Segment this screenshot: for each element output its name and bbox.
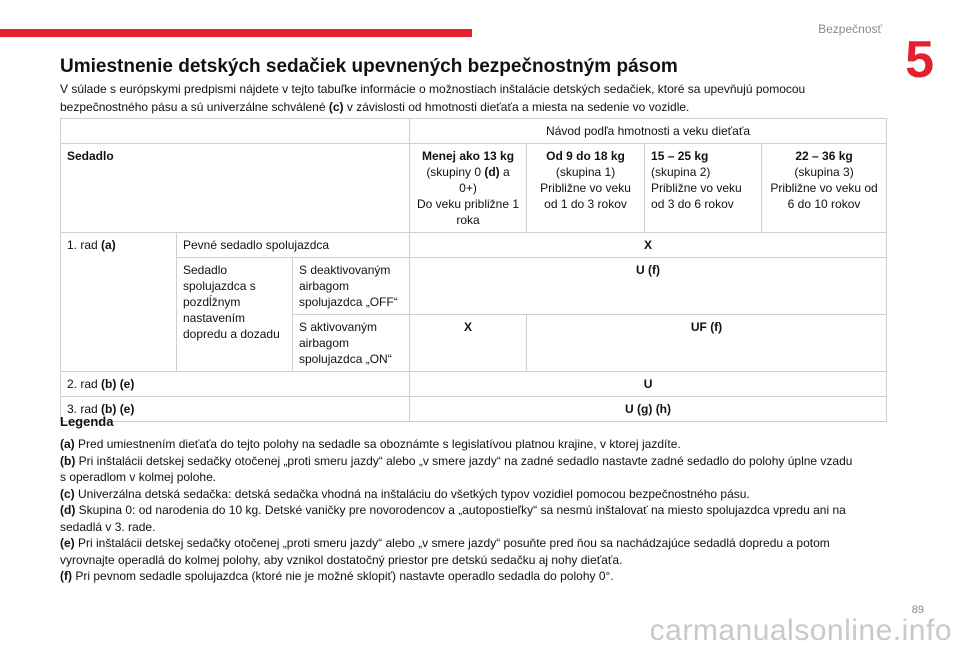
table-cell-empty <box>61 119 410 144</box>
legend-key: (f) <box>60 569 72 583</box>
group-1-cell <box>527 144 645 233</box>
group-1-line: (skupina 1) <box>555 165 616 179</box>
legend-text: Pri inštalácii detskej sedačky otočenej „proti smeru jazdy“ alebo „v smere jazdy“ na zadné sedadlo nastavte zadné sedadlo do polohy úplne vzadu s operadlom v kolmej polohe. <box>60 453 853 484</box>
intro-text-before: V súlade s európskymi predpismi nájdete v tejto tabuľke informácie o možnostiach inštalácie detských sedačiek, ktoré sa upevňujú pomocou bezpečnostného pásu a sú univerzálne schválené <box>60 82 806 114</box>
group-0-title: Menej ako 13 kg <box>421 149 515 163</box>
airbag-on-value-group-0 <box>410 315 527 372</box>
guide-header-cell: Návod podľa hmotnosti a veku dieťaťa <box>410 119 887 144</box>
legend-title: Legenda <box>60 414 114 429</box>
row3-label: 3. rad <box>67 402 98 416</box>
table-row <box>61 119 887 144</box>
row2-ref: (b) (e) <box>101 377 135 391</box>
legend-text: Pri pevnom sedadle spolujazdca (ktoré nie je možné sklopiť) nastavte operadlo sedadla do polohy 0°. <box>75 569 614 583</box>
section-name: Bezpečnosť <box>818 22 882 36</box>
group-0-line: (skupiny 0 <box>426 165 482 179</box>
airbag-on-value-text: X <box>464 320 473 334</box>
seat-header-cell <box>61 144 410 233</box>
group-0-line: a 0+) <box>459 165 510 195</box>
page-title: Umiestnenie detských sedačiek upevnených bezpečnostným pásom <box>60 56 678 77</box>
group-0-age: Do veku približne 1 roka <box>416 197 520 227</box>
table-row <box>61 258 887 315</box>
group-3-age: Približne vo veku od 6 do 10 rokov <box>770 181 878 211</box>
group-2-age: Približne vo veku od 3 do 6 rokov <box>651 181 742 211</box>
row2-value-text: U <box>643 377 653 391</box>
adjustable-seat-cell: Sedadlo spolujazdca s pozdĺžnym nastavením dopredu a dozadu <box>177 258 293 372</box>
row2-label: 2. rad <box>67 377 98 391</box>
fixed-seat-cell: Pevné sedadlo spolujazdca <box>177 233 410 258</box>
legend-key: (a) <box>60 437 75 451</box>
table-row <box>61 372 887 397</box>
airbag-off-value-text: U (f) <box>636 263 661 277</box>
legend-key: (d) <box>60 503 76 517</box>
legend-text: Pred umiestnením dieťaťa do tejto polohy na sedadle sa oboznámte s legislatívou platnou krajine, v ktorej jazdíte. <box>78 437 681 451</box>
airbag-off-value <box>410 258 887 315</box>
table-row <box>61 144 887 233</box>
row2-label-cell <box>61 372 410 397</box>
group-0-cell <box>410 144 527 233</box>
row3-value-text: U (g) (h) <box>625 402 672 416</box>
legend-key: (e) <box>60 536 75 550</box>
group-1-age: Približne vo veku od 1 do 3 rokov <box>540 181 631 211</box>
intro-text-after: v závislosti od hmotnosti dieťaťa a miesta na sedenie vo vozidle. <box>343 99 690 114</box>
intro-ref: (c) <box>328 99 344 114</box>
legend-text: Univerzálna detská sedačka: detská sedačka vhodná na inštaláciu do všetkých typov vozidiel pomocou bezpečnostného pásu. <box>78 486 750 501</box>
fixed-seat-value <box>410 233 887 258</box>
airbag-on-value-text: UF (f) <box>690 320 723 334</box>
legend-key: (c) <box>60 486 75 501</box>
airbag-on-value-groups-1-3 <box>527 315 887 372</box>
row1-ref: (a) <box>101 238 116 252</box>
group-1-title: Od 9 do 18 kg <box>546 149 625 163</box>
airbag-on-cell: S aktivovaným airbagom spolujazdca „ON“ <box>293 315 410 372</box>
legend-item-e <box>60 535 860 568</box>
legend-item-d <box>60 502 860 535</box>
group-3-cell <box>762 144 887 233</box>
legend-text: Pri inštalácii detskej sedačky otočenej „proti smeru jazdy“ alebo „v smere jazdy“ posuňte pred ňou sa nachádzajúce sedadlá dopredu a potom vyrovnajte operadlá do kolmej polohy, aby vznikol dostatočný priestor pre detskú sedačku aj nohy dieťaťa. <box>60 536 830 567</box>
chapter-number: 5 <box>905 31 934 89</box>
legend-text: Skupina 0: od narodenia do 10 kg. Detské vaničky pre novorodencov a „autopostieľky“ sa nesmú inštalovať na miesto spolujazdca vpredu ani na sedadlá v 3. rade. <box>60 503 846 534</box>
group-0-ref: (d) <box>484 165 500 179</box>
page-number: 89 <box>911 604 924 616</box>
intro-paragraph <box>60 81 840 116</box>
row3-value <box>410 397 887 422</box>
legend-key: (b) <box>60 453 76 468</box>
fixed-seat-value-text: X <box>644 238 653 252</box>
group-2-line: (skupina 2) <box>651 165 711 179</box>
legend-item-b <box>60 453 860 486</box>
table-row <box>61 233 887 258</box>
airbag-off-cell: S deaktivovaným airbagom spolujazdca „OFF“ <box>293 258 410 315</box>
legend-item-f <box>60 568 860 585</box>
watermark: carmanualsonline.info <box>649 614 952 647</box>
group-2-title: 15 – 25 kg <box>651 149 709 163</box>
legend <box>60 436 860 585</box>
row1-label: 1. rad <box>67 238 98 252</box>
seat-header-label: Sedadlo <box>67 149 114 163</box>
legend-item-a <box>60 436 860 453</box>
row3-ref: (b) (e) <box>101 402 135 416</box>
header-accent-bar <box>0 29 472 37</box>
row1-label-cell <box>61 233 177 372</box>
row2-value <box>410 372 887 397</box>
child-seat-table <box>60 118 887 422</box>
table-row <box>61 397 887 422</box>
legend-item-c <box>60 486 860 503</box>
group-3-line: (skupina 3) <box>794 165 854 179</box>
group-2-cell <box>645 144 762 233</box>
group-3-title: 22 – 36 kg <box>795 149 853 163</box>
